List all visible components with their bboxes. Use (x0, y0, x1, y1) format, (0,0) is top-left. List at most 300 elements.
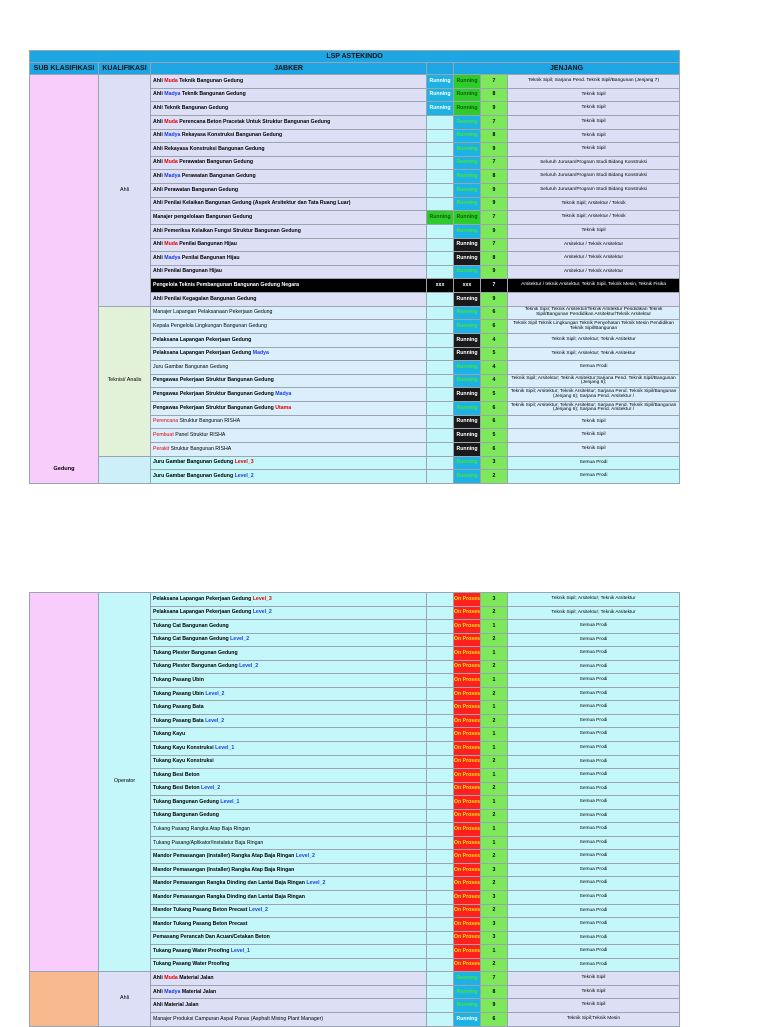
jabker-text-suffix: Panel Struktur RISHA (173, 431, 226, 438)
status-cell-1 (427, 714, 454, 728)
status-cell-1 (427, 197, 454, 211)
jabker-cell (151, 945, 427, 959)
jenjang-level-cell: 8 (481, 129, 508, 143)
jabker-cell (151, 836, 427, 850)
status-cell-2: On Proses (454, 850, 481, 864)
status-cell-2: On Proses (454, 809, 481, 823)
jabker-cell (151, 470, 427, 484)
jabker-text: Ahli (153, 254, 165, 261)
jabker-text: Tukang Plester Bangunan Gedung (153, 663, 240, 670)
table-row (30, 306, 680, 320)
jenjang-level-cell: 7 (481, 211, 508, 225)
status-cell-1 (427, 945, 454, 959)
status-cell-2: xxx (454, 279, 481, 293)
jabker-text-suffix: Rekayasa Konstruksi Bangunan Gedung (180, 132, 283, 139)
status-cell-2: On Proses (454, 836, 481, 850)
jabker-text: Ahli (153, 241, 165, 248)
status-cell-1 (427, 863, 454, 877)
status-cell-2: Running (454, 388, 481, 402)
jabker-cell (151, 809, 427, 823)
certification-table-2 (29, 592, 680, 1027)
jabker-text: Pengawas Pekerjaan Struktur Bangunan Gedung (153, 377, 274, 384)
jabker-text-suffix: Perawatan Bangunan Gedung (177, 159, 254, 166)
jabker-cell (151, 102, 427, 116)
jabker-cell (151, 88, 427, 102)
pendidikan-cell: Teknik Sipil (508, 115, 680, 129)
status-cell-2: Running (454, 429, 481, 443)
jabker-highlight: Madya (164, 132, 181, 139)
status-cell-1 (427, 156, 454, 170)
status-cell-2: On Proses (454, 647, 481, 661)
jabker-text: Mandor Pemasangan Rangka Dinding dan Lantai Baja Ringan (153, 893, 305, 900)
status-cell-1 (427, 361, 454, 375)
pendidikan-cell: Teknik Sipil (508, 442, 680, 456)
pendidikan-cell: Teknik Sipil; Arsitektur; Teknik Arsitektur;Sarjana Pend. Teknik Sipil/Bangunan (Jenjang 6); (508, 374, 680, 388)
jabker-highlight: Muda (164, 974, 178, 981)
status-cell-2: On Proses (454, 769, 481, 783)
certification-table-1 (29, 50, 680, 484)
status-cell-2: Running (454, 985, 481, 999)
jabker-highlight: Madya (164, 91, 181, 98)
status-cell-2: Running (454, 197, 481, 211)
jabker-highlight: Perakit (153, 445, 170, 452)
pendidikan-cell: Semua Prodi (508, 958, 680, 972)
jabker-text-suffix: Struktur Bangunan RISHA (169, 445, 232, 452)
jabker-highlight: Level_1 (220, 798, 240, 805)
jabker-text: Pelaksana Lapangan Pekerjaan Gedung (153, 609, 253, 616)
jabker-highlight: Muda (164, 241, 178, 248)
jabker-text: Tukang Besi Beton (153, 771, 200, 778)
pendidikan-cell: Semua Prodi (508, 701, 680, 715)
status-cell-2: Running (454, 456, 481, 470)
pendidikan-cell: Semua Prodi (508, 836, 680, 850)
table-row (30, 75, 680, 89)
status-cell-1 (427, 701, 454, 715)
status-cell-1 (427, 931, 454, 945)
pendidikan-cell: Semua Prodi (508, 891, 680, 905)
jabker-cell (151, 742, 427, 756)
jabker-highlight: Perencana (153, 418, 179, 425)
status-cell-2: On Proses (454, 674, 481, 688)
jabker-text: Mandor Pemasangan (Installer) Rangka Atap Baja Ringan (153, 866, 295, 873)
jenjang-level-cell: 2 (481, 877, 508, 891)
jabker-cell (151, 402, 427, 416)
status-cell-2: On Proses (454, 931, 481, 945)
jabker-text: Pengawas Pekerjaan Struktur Bangunan Gedung (153, 391, 276, 398)
header-jenjang: JENJANG (454, 63, 680, 75)
status-cell-2: On Proses (454, 904, 481, 918)
status-cell-2: Running (454, 88, 481, 102)
jenjang-level-cell: 5 (481, 347, 508, 361)
pendidikan-cell: Arsitektur / Teknik Arsitektur (508, 252, 680, 266)
jenjang-level-cell: 6 (481, 415, 508, 429)
jenjang-level-cell: 6 (481, 320, 508, 334)
jenjang-level-cell: 3 (481, 593, 508, 607)
jenjang-level-cell: 1 (481, 728, 508, 742)
pendidikan-cell: Teknik Sipil (508, 415, 680, 429)
pendidikan-cell: Teknik Sipil; Arsitektur / Teknik (508, 211, 680, 225)
jabker-highlight: Level_2 (234, 472, 254, 479)
jabker-text-suffix: Perawatan Bangunan Gedung (180, 173, 256, 180)
jenjang-level-cell: 1 (481, 945, 508, 959)
status-cell-2: Running (454, 238, 481, 252)
pendidikan-cell: Semua Prodi (508, 647, 680, 661)
jenjang-level-cell: 9 (481, 102, 508, 116)
pendidikan-cell: Teknik Sipil; Arsitektur; Teknik Arsitektur (508, 333, 680, 347)
jenjang-level-cell: 4 (481, 361, 508, 375)
jabker-text: Mandor Tukang Pasang Beton Precast (153, 907, 249, 914)
jabker-text: Pelaksana Lapangan Pekerjaan Gedung (153, 595, 253, 602)
pendidikan-cell: Teknik Sipil (508, 985, 680, 999)
pendidikan-cell: Teknik Sipil; Arsitektur; Teknik Arsitektur; Sarjana Pend. Teknik Sipil/Bangunan (Jenjang 6); Sarjana Pend. Arsitektur / (508, 388, 680, 402)
status-cell-2: Running (454, 224, 481, 238)
status-cell-1 (427, 238, 454, 252)
jabker-cell (151, 796, 427, 810)
jabker-cell (151, 755, 427, 769)
status-cell-2: On Proses (454, 945, 481, 959)
pendidikan-cell: Arsitektur / Teknik Arsitektur (508, 238, 680, 252)
status-cell-1 (427, 143, 454, 157)
jenjang-level-cell: 9 (481, 197, 508, 211)
jenjang-level-cell: 2 (481, 850, 508, 864)
sub-klasifikasi-label: Gedung (53, 466, 75, 473)
jenjang-level-cell: 7 (481, 75, 508, 89)
jabker-cell (151, 863, 427, 877)
jabker-cell (151, 388, 427, 402)
pendidikan-cell: Semua Prodi (508, 918, 680, 932)
jenjang-level-cell: 2 (481, 782, 508, 796)
status-cell-1 (427, 958, 454, 972)
pendidikan-cell: Teknik Sipil (508, 143, 680, 157)
sub-klasifikasi-cell (30, 75, 99, 484)
status-cell-1 (427, 850, 454, 864)
jenjang-level-cell: 1 (481, 836, 508, 850)
status-cell-1 (427, 320, 454, 334)
jabker-cell (151, 660, 427, 674)
jabker-text: Tukang Pasang Bata (153, 717, 206, 724)
status-cell-2: On Proses (454, 742, 481, 756)
status-cell-2: Running (454, 75, 481, 89)
status-cell-1 (427, 755, 454, 769)
jabker-text: Tukang Kayu (153, 731, 186, 738)
jenjang-level-cell: 7 (481, 238, 508, 252)
jabker-text: Manajer Lapangan Pelaksanaan Pekerjaan Gedung (153, 309, 273, 316)
status-cell-1 (427, 374, 454, 388)
pendidikan-cell: Semua Prodi (508, 687, 680, 701)
status-cell-2: On Proses (454, 782, 481, 796)
jabker-highlight: Level_2 (252, 609, 272, 616)
jabker-text: Manajer pengelolaan Bangunan Gedung (153, 213, 253, 220)
status-cell-2: On Proses (454, 877, 481, 891)
jenjang-level-cell: 1 (481, 823, 508, 837)
jabker-highlight: Madya (252, 350, 269, 357)
jenjang-level-cell: 1 (481, 796, 508, 810)
jabker-cell (151, 606, 427, 620)
jabker-cell (151, 333, 427, 347)
jabker-cell (151, 279, 427, 293)
jenjang-level-cell: 2 (481, 714, 508, 728)
jabker-text: Pengelola Teknis Pembangunan Bangunan Gedung Negara (153, 282, 300, 289)
jabker-text: Mandor Pemasangan (Installer) Rangka Atap Baja Ringan (153, 853, 296, 860)
jenjang-level-cell: 2 (481, 809, 508, 823)
sub-klasifikasi-cell (30, 593, 99, 972)
pendidikan-cell: Seluruh Jurusan/Program Studi Bidang Konstruksi (508, 184, 680, 198)
status-cell-1 (427, 293, 454, 307)
jabker-text: Juru Gambar Bangunan Gedung (153, 459, 235, 466)
jabker-text: Ahli (153, 974, 165, 981)
jenjang-level-cell: 6 (481, 402, 508, 416)
jabker-cell (151, 170, 427, 184)
status-cell-2: On Proses (454, 958, 481, 972)
jabker-cell (151, 931, 427, 945)
jenjang-level-cell: 2 (481, 755, 508, 769)
jabker-cell (151, 918, 427, 932)
kualifikasi-cell: Teknisi/ Analis (99, 306, 151, 456)
jabker-cell (151, 769, 427, 783)
jabker-text: Tukang Bangunan Gedung (153, 812, 219, 819)
status-cell-1 (427, 170, 454, 184)
jabker-cell (151, 415, 427, 429)
jenjang-level-cell: 8 (481, 985, 508, 999)
jenjang-level-cell: 4 (481, 333, 508, 347)
jabker-cell (151, 197, 427, 211)
jabker-highlight: Level_1 (230, 947, 250, 954)
jenjang-level-cell: 5 (481, 429, 508, 443)
pendidikan-cell: Teknik Sipil (508, 88, 680, 102)
pendidikan-cell: Teknik Sipil; Arsitektur; Teknik Arsitektur (508, 593, 680, 607)
jabker-cell (151, 620, 427, 634)
pendidikan-cell: Teknik Sipil (508, 429, 680, 443)
jabker-text-suffix: Struktur Bangunan RISHA (178, 418, 241, 425)
jenjang-level-cell: 9 (481, 184, 508, 198)
status-cell-2: Running (454, 211, 481, 225)
pendidikan-cell: Arsitektur / Teknik Arsitektur (508, 265, 680, 279)
jabker-text: Ahli (153, 988, 165, 995)
jabker-text-suffix: Material Jalan (180, 988, 217, 995)
jabker-cell (151, 75, 427, 89)
status-cell-2: On Proses (454, 823, 481, 837)
jabker-cell (151, 224, 427, 238)
jenjang-level-cell: 7 (481, 972, 508, 986)
status-cell-2: On Proses (454, 863, 481, 877)
status-cell-1 (427, 769, 454, 783)
kualifikasi-cell (99, 456, 151, 483)
pendidikan-cell: Teknik Sipil; Sarjana Pend. Teknik Sipil/Bangunan (Jenjang 7) (508, 75, 680, 89)
jabker-text: Pengawas Pekerjaan Struktur Bangunan Gedung (153, 404, 276, 411)
jabker-text: Pelaksana Lapangan Pekerjaan Gedung (153, 336, 252, 343)
pendidikan-cell: Semua Prodi (508, 796, 680, 810)
pendidikan-cell: Teknik Sipil; Arsitektur; Teknik Arsitektur (508, 606, 680, 620)
jabker-text: Tukang Pasang Water Proofing (153, 947, 231, 954)
pendidikan-cell: Semua Prodi (508, 633, 680, 647)
jabker-highlight: Madya (164, 173, 181, 180)
jenjang-level-cell: 2 (481, 470, 508, 484)
jabker-cell (151, 320, 427, 334)
jabker-cell (151, 456, 427, 470)
status-cell-1 (427, 918, 454, 932)
status-cell-1 (427, 674, 454, 688)
pendidikan-cell: Semua Prodi (508, 823, 680, 837)
jenjang-level-cell: 5 (481, 388, 508, 402)
kualifikasi-cell: Ahli (99, 972, 151, 1026)
status-cell-1 (427, 904, 454, 918)
status-cell-1 (427, 184, 454, 198)
status-cell-1 (427, 660, 454, 674)
jabker-text: Ahli Penilai Kegagalan Bangunan Gedung (153, 295, 257, 302)
status-cell-1: Running (427, 211, 454, 225)
jabker-text: Ahli (153, 118, 165, 125)
status-cell-2: Running (454, 347, 481, 361)
status-cell-2: Running (454, 442, 481, 456)
status-cell-2: Running (454, 170, 481, 184)
jabker-cell (151, 347, 427, 361)
jabker-highlight: Level_1 (215, 744, 235, 751)
pendidikan-cell: Semua Prodi (508, 728, 680, 742)
jabker-cell (151, 701, 427, 715)
status-cell-1 (427, 224, 454, 238)
jabker-cell (151, 904, 427, 918)
pendidikan-cell: Semua Prodi (508, 674, 680, 688)
status-cell-1 (427, 742, 454, 756)
status-cell-1 (427, 347, 454, 361)
status-cell-2: Running (454, 402, 481, 416)
jenjang-level-cell: 9 (481, 999, 508, 1013)
status-cell-1: Running (427, 75, 454, 89)
jabker-text: Tukang Pasang Ubin (153, 690, 206, 697)
pendidikan-cell: Teknik Sipil;Teknik Mesin (508, 1012, 680, 1026)
status-cell-2: On Proses (454, 620, 481, 634)
pendidikan-cell: Semua Prodi (508, 714, 680, 728)
jabker-highlight: Level_2 (230, 636, 250, 643)
pendidikan-cell: Semua Prodi (508, 755, 680, 769)
status-cell-2: On Proses (454, 755, 481, 769)
jabker-highlight: Madya (164, 254, 181, 261)
pendidikan-cell: Teknik Sipil (508, 102, 680, 116)
jabker-text: Ahli Material Jalan (153, 1002, 199, 1009)
status-cell-2: Running (454, 999, 481, 1013)
jenjang-level-cell: 7 (481, 279, 508, 293)
jabker-text: Pemasang Perancah Dan Acuan/Cetakan Beton (153, 934, 270, 941)
jabker-cell (151, 850, 427, 864)
jabker-text: Mandor Tukang Pasang Beton Precast (153, 920, 248, 927)
status-cell-1 (427, 985, 454, 999)
status-cell-2: Running (454, 102, 481, 116)
jenjang-level-cell: 9 (481, 143, 508, 157)
pendidikan-cell: Teknik Sipil (508, 972, 680, 986)
pendidikan-cell: Semua Prodi (508, 742, 680, 756)
status-cell-1: Running (427, 102, 454, 116)
jenjang-level-cell: 9 (481, 224, 508, 238)
jabker-cell (151, 306, 427, 320)
status-cell-1 (427, 782, 454, 796)
status-cell-1 (427, 306, 454, 320)
pendidikan-cell: Teknik Sipil (508, 129, 680, 143)
status-cell-1 (427, 796, 454, 810)
status-cell-1 (427, 606, 454, 620)
status-cell-2: On Proses (454, 796, 481, 810)
jabker-text-suffix: Teknik Bangunan Gedung (177, 77, 244, 84)
status-cell-1: xxx (427, 279, 454, 293)
jabker-text: Pelaksana Lapangan Pekerjaan Gedung (153, 350, 253, 357)
jabker-text-suffix: Penilai Bangunan Hijau (177, 241, 237, 248)
jabker-highlight: Muda (164, 118, 178, 125)
jenjang-level-cell: 1 (481, 647, 508, 661)
pendidikan-cell: Teknik Sipil (508, 999, 680, 1013)
jabker-text: Ahli (153, 91, 165, 98)
jabker-cell (151, 891, 427, 905)
header-jabker: JABKER (151, 63, 427, 75)
jabker-text: Kepala Pengelola Lingkungan Bangunan Gedung (153, 322, 267, 329)
jabker-cell (151, 972, 427, 986)
table-title: LSP ASTEKINDO (30, 51, 680, 63)
header-blank (427, 63, 454, 75)
header-kualifikasi: KUALIFIKASI (99, 63, 151, 75)
jabker-cell (151, 823, 427, 837)
status-cell-2: Running (454, 184, 481, 198)
status-cell-1 (427, 415, 454, 429)
jabker-highlight: Level_2 (248, 907, 268, 914)
jabker-cell (151, 265, 427, 279)
jenjang-level-cell: 3 (481, 891, 508, 905)
jabker-text: Ahli (153, 132, 165, 139)
jabker-cell (151, 211, 427, 225)
jabker-text-suffix: Penilai Bangunan Hijau (180, 254, 240, 261)
jabker-cell (151, 238, 427, 252)
status-cell-1 (427, 891, 454, 905)
jabker-text: Tukang Pasang Water Proofing (153, 961, 230, 968)
status-cell-2: Running (454, 415, 481, 429)
pendidikan-cell: Seluruh Jurusan/Program Studi Bidang Konstruksi (508, 170, 680, 184)
status-cell-1 (427, 129, 454, 143)
pendidikan-cell: Teknik Sipil Teknik Lingkungan Teknik Penyehatan Teknik Mesin Pendidikan Teknik Sipil/Bangunan (508, 320, 680, 334)
jabker-text: Juru Gambar Bangunan Gedung (153, 363, 229, 370)
status-cell-1 (427, 115, 454, 129)
jabker-text: Ahli Perawatan Bangunan Gedung (153, 186, 239, 193)
jabker-highlight: Level_2 (205, 717, 225, 724)
jenjang-level-cell: 7 (481, 115, 508, 129)
jabker-highlight: Level_2 (306, 880, 326, 887)
jenjang-level-cell: 1 (481, 769, 508, 783)
status-cell-1 (427, 836, 454, 850)
jabker-text: Ahli (153, 77, 165, 84)
jabker-text: Ahli (153, 173, 165, 180)
jenjang-level-cell: 1 (481, 701, 508, 715)
jabker-text: Tukang Cat Bangunan Gedung (153, 622, 229, 629)
jenjang-level-cell: 9 (481, 293, 508, 307)
status-cell-2: On Proses (454, 918, 481, 932)
status-cell-1 (427, 265, 454, 279)
pendidikan-cell: Teknik Sipil; Arsitektur; Teknik Arsitektur (508, 347, 680, 361)
jabker-highlight: Level_3 (252, 595, 272, 602)
pendidikan-cell: Semua Prodi (508, 850, 680, 864)
jabker-cell (151, 252, 427, 266)
jabker-cell (151, 374, 427, 388)
jenjang-level-cell: 7 (481, 156, 508, 170)
status-cell-2: On Proses (454, 593, 481, 607)
jabker-text: Manajer Produksi Campuran Aspal Panas (Asphalt Mixing Plant Manager) (153, 1015, 324, 1022)
jabker-cell (151, 985, 427, 999)
jenjang-level-cell: 2 (481, 633, 508, 647)
pendidikan-cell: Teknik Sipil; Arsitektur; Teknik Arsitektur; Sarjana Pend. Teknik Sipil/Bangunan (Jenjang 6); Sarjana Pend. Arsitektur / (508, 402, 680, 416)
jabker-text: Tukang Kayu Konstruksi (153, 744, 216, 751)
status-cell-1 (427, 252, 454, 266)
jabker-highlight: Level_2 (239, 663, 259, 670)
jenjang-level-cell: 4 (481, 374, 508, 388)
jabker-highlight: Muda (164, 159, 178, 166)
jenjang-level-cell: 2 (481, 660, 508, 674)
pendidikan-cell: Semua Prodi (508, 945, 680, 959)
jabker-cell (151, 361, 427, 375)
